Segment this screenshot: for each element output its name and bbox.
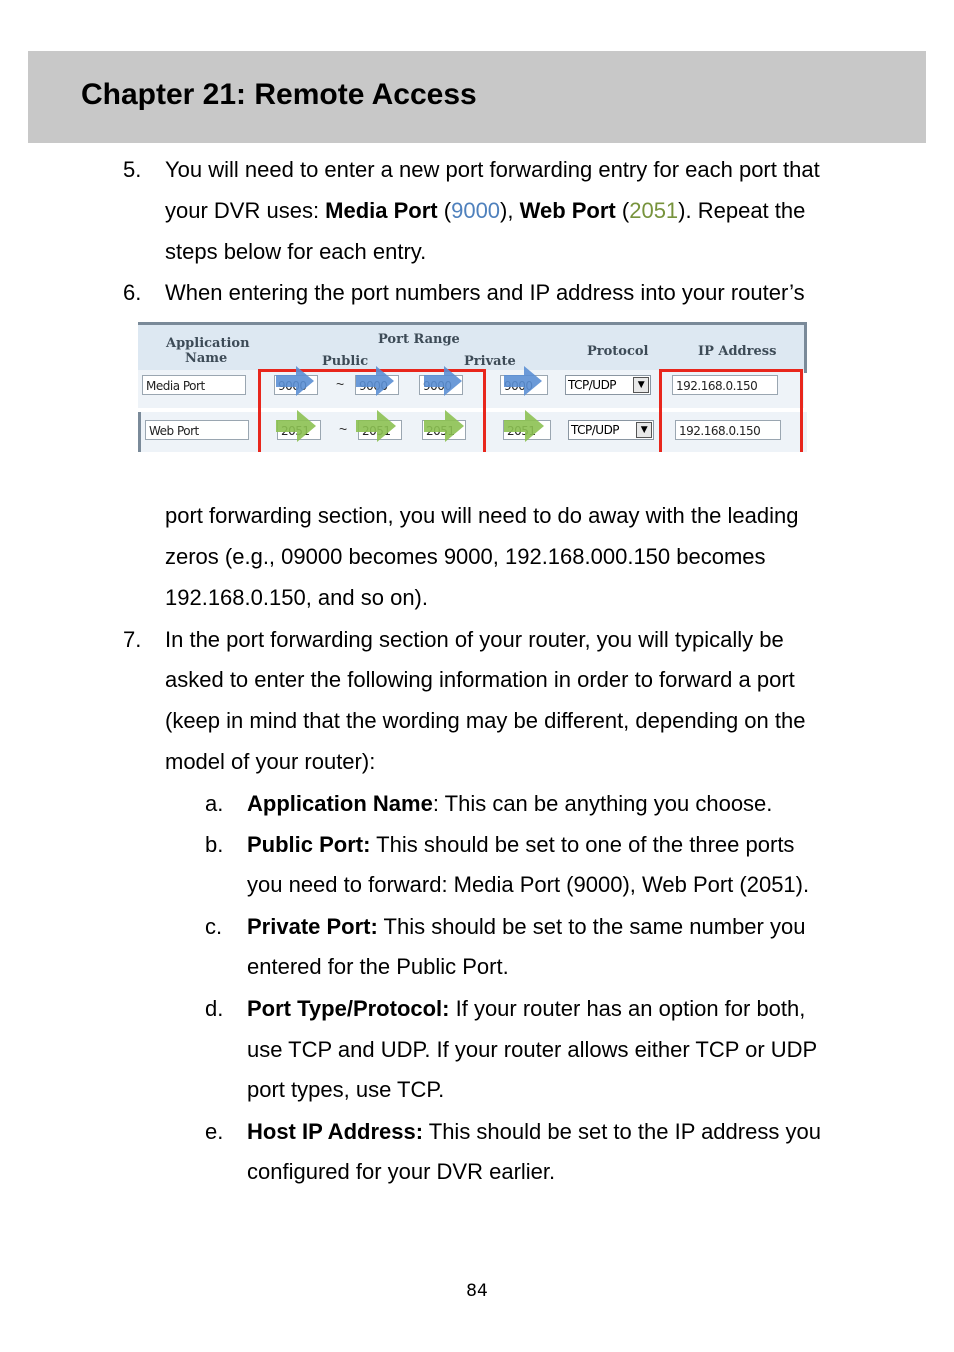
step-6-line-1: When entering the port numbers and IP address into your router’s bbox=[165, 280, 805, 305]
step-7-line-4: model of your router): bbox=[165, 749, 376, 774]
blue-arrow-icon bbox=[424, 366, 464, 396]
step-6-line-2: port forwarding section, you will need to do away with the leading bbox=[165, 503, 799, 528]
header-ip-address: IP Address bbox=[698, 344, 777, 359]
dropdown-arrow-icon[interactable]: ▼ bbox=[633, 377, 649, 393]
sub-item-b-line-2: you need to forward: Media Port (9000), Web Port (2051). bbox=[247, 872, 810, 897]
step-7-line-1: In the port forwarding section of your router, you will typically be bbox=[165, 627, 784, 652]
sub-item-e-line-1: Host IP Address: This should be set to the IP address you bbox=[247, 1119, 821, 1144]
ip-address-highlight-box bbox=[659, 369, 803, 452]
header-public: Public bbox=[322, 354, 369, 369]
sub-item-d-line-3: port types, use TCP. bbox=[247, 1077, 445, 1102]
range-tilde: ~ bbox=[336, 376, 345, 392]
media-port-label: Media Port bbox=[325, 198, 438, 223]
green-arrow-icon bbox=[276, 410, 318, 442]
sub-item-d-line-2: use TCP and UDP. If your router allows either TCP or UDP bbox=[247, 1037, 818, 1062]
ip-address-field[interactable]: 192.168.0.150 bbox=[675, 420, 781, 440]
sub-item-c-line-1: Private Port: This should be set to the same number you bbox=[247, 914, 806, 939]
blue-arrow-icon bbox=[504, 366, 544, 396]
chapter-header-bar bbox=[28, 51, 926, 143]
header-protocol: Protocol bbox=[587, 344, 649, 359]
header-application-name-2: Name bbox=[185, 351, 228, 366]
green-arrow-icon bbox=[504, 410, 546, 442]
ip-address-field[interactable]: 192.168.0.150 bbox=[672, 375, 778, 395]
table-header bbox=[138, 322, 807, 373]
sub-item-c-line-2: entered for the Public Port. bbox=[247, 954, 509, 979]
dropdown-arrow-icon[interactable]: ▼ bbox=[636, 422, 652, 438]
page-number: 84 bbox=[466, 1281, 488, 1301]
application-name-field[interactable]: Media Port bbox=[142, 375, 246, 395]
sub-item-b-line-1: Public Port: This should be set to one of the three ports bbox=[247, 832, 795, 857]
green-arrow-icon bbox=[356, 410, 398, 442]
step-6-number: 6. bbox=[123, 280, 142, 305]
sub-item-letter: b. bbox=[205, 832, 224, 857]
header-port-range: Port Range bbox=[378, 332, 460, 347]
web-port-label: Web Port bbox=[519, 198, 616, 223]
port-forwarding-screenshot bbox=[138, 322, 808, 452]
web-port-value: 2051 bbox=[629, 198, 679, 223]
sub-item-letter: d. bbox=[205, 996, 224, 1021]
sub-item-letter: c. bbox=[205, 914, 223, 939]
range-tilde: ~ bbox=[339, 421, 348, 437]
protocol-select[interactable]: TCP/UDP ▼ bbox=[565, 375, 651, 395]
step-5-line-1: You will need to enter a new port forwarding entry for each port that bbox=[165, 157, 820, 182]
header-application-name-1: Application bbox=[166, 336, 250, 351]
header-private: Private bbox=[464, 354, 516, 369]
media-port-value: 9000 bbox=[451, 198, 501, 223]
step-5-number: 5. bbox=[123, 157, 142, 182]
sub-item-d-line-1: Port Type/Protocol: If your router has an option for both, bbox=[247, 996, 806, 1021]
sub-item-e-line-2: configured for your DVR earlier. bbox=[247, 1159, 556, 1184]
blue-arrow-icon bbox=[356, 366, 396, 396]
step-6-line-4: 192.168.0.150, and so on). bbox=[165, 585, 428, 610]
sub-item-letter: a. bbox=[205, 791, 224, 816]
step-7-line-3: (keep in mind that the wording may be different, depending on the bbox=[165, 708, 806, 733]
application-name-field[interactable]: Web Port bbox=[145, 420, 249, 440]
blue-arrow-icon bbox=[276, 366, 316, 396]
sub-item-letter: e. bbox=[205, 1119, 224, 1144]
chapter-title: Chapter 21: Remote Access bbox=[81, 78, 477, 111]
step-5-line-3: steps below for each entry. bbox=[165, 239, 427, 264]
step-7-line-2: asked to enter the following information in order to forward a port bbox=[165, 667, 795, 692]
step-5-line-2: your DVR uses: Media Port (9000), Web Port (2051). Repeat the bbox=[165, 198, 806, 223]
protocol-select[interactable]: TCP/UDP ▼ bbox=[568, 420, 654, 440]
sub-item-a-line-1: Application Name: This can be anything you choose. bbox=[247, 791, 773, 816]
step-6-line-3: zeros (e.g., 09000 becomes 9000, 192.168.000.150 becomes bbox=[165, 544, 766, 569]
green-arrow-icon bbox=[424, 410, 466, 442]
step-7-number: 7. bbox=[123, 627, 142, 652]
